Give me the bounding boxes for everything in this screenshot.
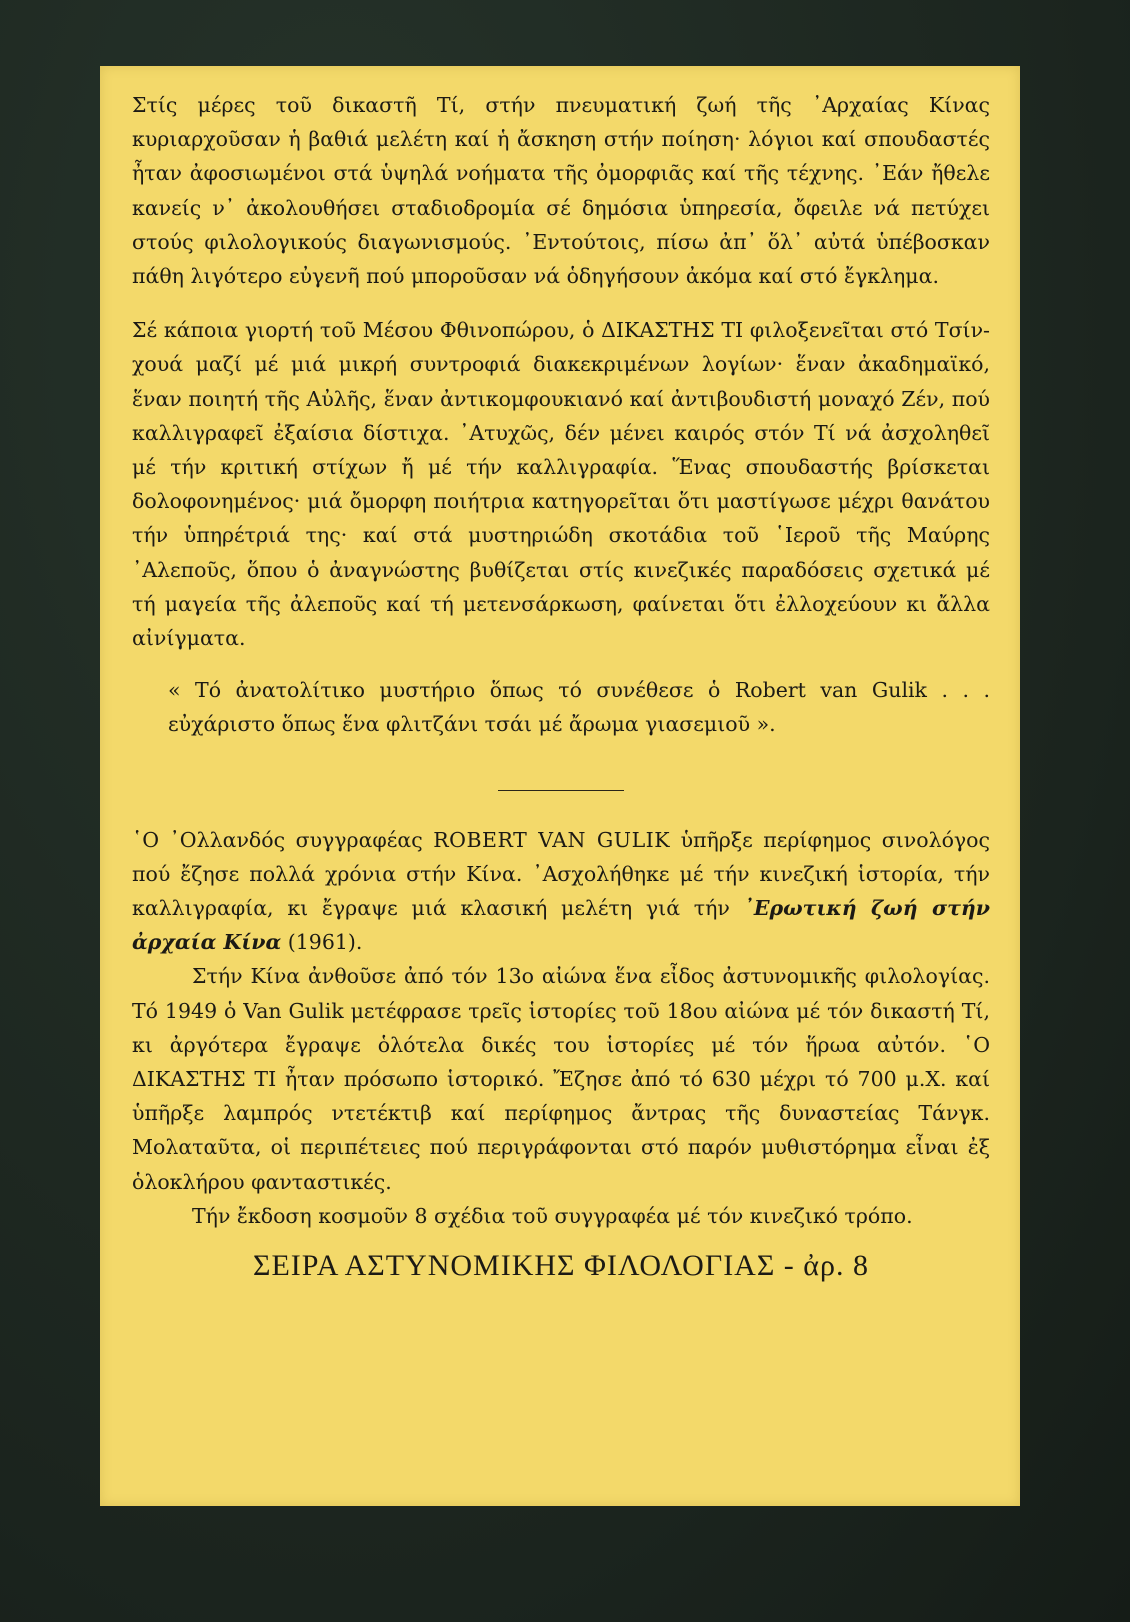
author-bio-paragraph-1	[132, 823, 990, 960]
author-bio-paragraph-3: Τήν ἔκδοση κοσμοῦν 8 σχέδια τοῦ συγγραφέα μέ τόν κινεζικό τρόπο.	[192, 1203, 913, 1228]
bio-text: ὑπῆρξε περίφημος σινολόγος πού ἔζησε πολλά χρόνια στήν Κίνα. ᾿Ασχολήθηκε μέ τήν κινεζική ἱστορία, τήν καλλιγραφία, κι ἔγραψε μιά κλασική μελέτη γιά τήν	[132, 827, 990, 921]
text-panel	[100, 66, 1020, 1506]
blurb-paragraph-2: Σέ κάποια γιορτή τοῦ Μέσου Φθινοπώρου, ὁ ΔΙΚΑΣΤΗΣ ΤΙ φιλοξενεῖται στό Τσίν-χουά μαζί μέ μιά μικρή συντροφιά διακεκριμένων λογίων· ἕναν ἀκαδημαϊκό, ἕναν ποιητή τῆς Αὐλῆς, ἕναν ἀντικομφουκιανό καί ἀντιβουδιστή μοναχό Ζέν, πού καλλιγραφεῖ ἐξαίσια δίστιχα. ᾿Ατυχῶς, δέν μένει καιρός στόν Τί νά ἀσχοληθεῖ μέ τήν κριτική στίχων ἤ μέ τήν καλλιγραφία. Ἕνας σπουδαστής βρίσκεται δολοφονημένος· μιά ὄμορφη ποιήτρια κατηγορεῖται ὅτι μαστίγωσε μέχρι θανάτου τήν ὑπηρέτριά της· καί στά μυστηριώδη σκοτάδια τοῦ ῾Ιεροῦ τῆς Μαύρης ᾿Αλεποῦς, ὅπου ὁ ἀναγνώστης βυθίζεται στίς κινεζικές παραδόσεις σχετικά μέ τή μαγεία τῆς ἀλεποῦς καί τή μετενσάρκωση, φαίνεται ὅτι ἐλλοχεύουν κι ἄλλα αἰνίγματα.	[132, 318, 990, 651]
section-divider	[498, 790, 624, 791]
author-bio-paragraph-2: Στήν Κίνα ἀνθοῦσε ἀπό τόν 13ο αἰώνα ἕνα εἶδος ἀστυνομικῆς φιλολογίας. Τό 1949 ὁ Van Gulik μετέφρασε τρεῖς ἱστορίες τοῦ 18ου αἰώνα μέ τόν δικαστή Τί, κι ἀργότερα ἔγραψε ὁλότελα δικές του ἱστορίες μέ τόν ἥρωα αὐτόν. ῾Ο ΔΙΚΑΣΤΗΣ ΤΙ ἦταν πρόσωπο ἱστορικό. Ἔζησε ἀπό τό 630 μέχρι τό 700 μ.Χ. καί ὑπῆρξε λαμπρός ντετέκτιβ καί περίφημος ἄντρας τῆς δυναστείας Τάνγκ. Μολαταῦτα, οἱ περιπέτειες πού περιγράφονται στό παρόν μυθιστόρημα εἶναι ἐξ ὁλοκλήρου φανταστικές.	[132, 964, 990, 1194]
series-line: ΣΕΙΡΑ ΑΣΤΥΝΟΜΙΚΗΣ ΦΙΛΟΛΟΓΙΑΣ - ἀρ. 8	[253, 1249, 869, 1283]
book-title: ᾿Ερωτική ζωή στήν ἀρχαία Κίνα	[132, 896, 991, 955]
press-quote: « Τό ἀνατολίτικο μυστήριο ὅπως τό συνέθεσε ὁ Robert van Gulik . . . εὐχάριστο ὅπως ἕνα φλιτζάνι τσάι μέ ἄρωμα γιασεμιοῦ ».	[168, 678, 990, 737]
bio-text: ῾Ο ᾿Ολλανδός συγγραφέας	[132, 827, 434, 852]
author-name: ROBERT VAN GULIK	[433, 827, 671, 852]
bio-text: (1961).	[281, 930, 363, 955]
blurb-paragraph-1: Στίς μέρες τοῦ δικαστῆ Τί, στήν πνευματική ζωή τῆς ᾿Αρχαίας Κίνας κυριαρχοῦσαν ἡ βαθιά μελέτη καί ἡ ἄσκηση στήν ποίηση· λόγιοι καί σπουδαστές ἦταν ἀφοσιωμένοι στά ὑψηλά νοήματα τῆς ὀμορφιᾶς καί τῆς τέχνης. ᾿Εάν ἤθελε κανείς ν᾿ ἀκολουθήσει σταδιοδρομία σέ δημόσια ὑπηρεσία, ὄφειλε νά πετύχει στούς φιλολογικούς διαγωνισμούς. ᾿Εντούτοις, πίσω ἀπ᾿ ὅλ᾿ αὐτά ὑπέβοσκαν πάθη λιγότερο εὐγενῆ πού μποροῦσαν νά ὁδηγήσουν ἀκόμα καί στό ἔγκλημα.	[132, 93, 990, 289]
